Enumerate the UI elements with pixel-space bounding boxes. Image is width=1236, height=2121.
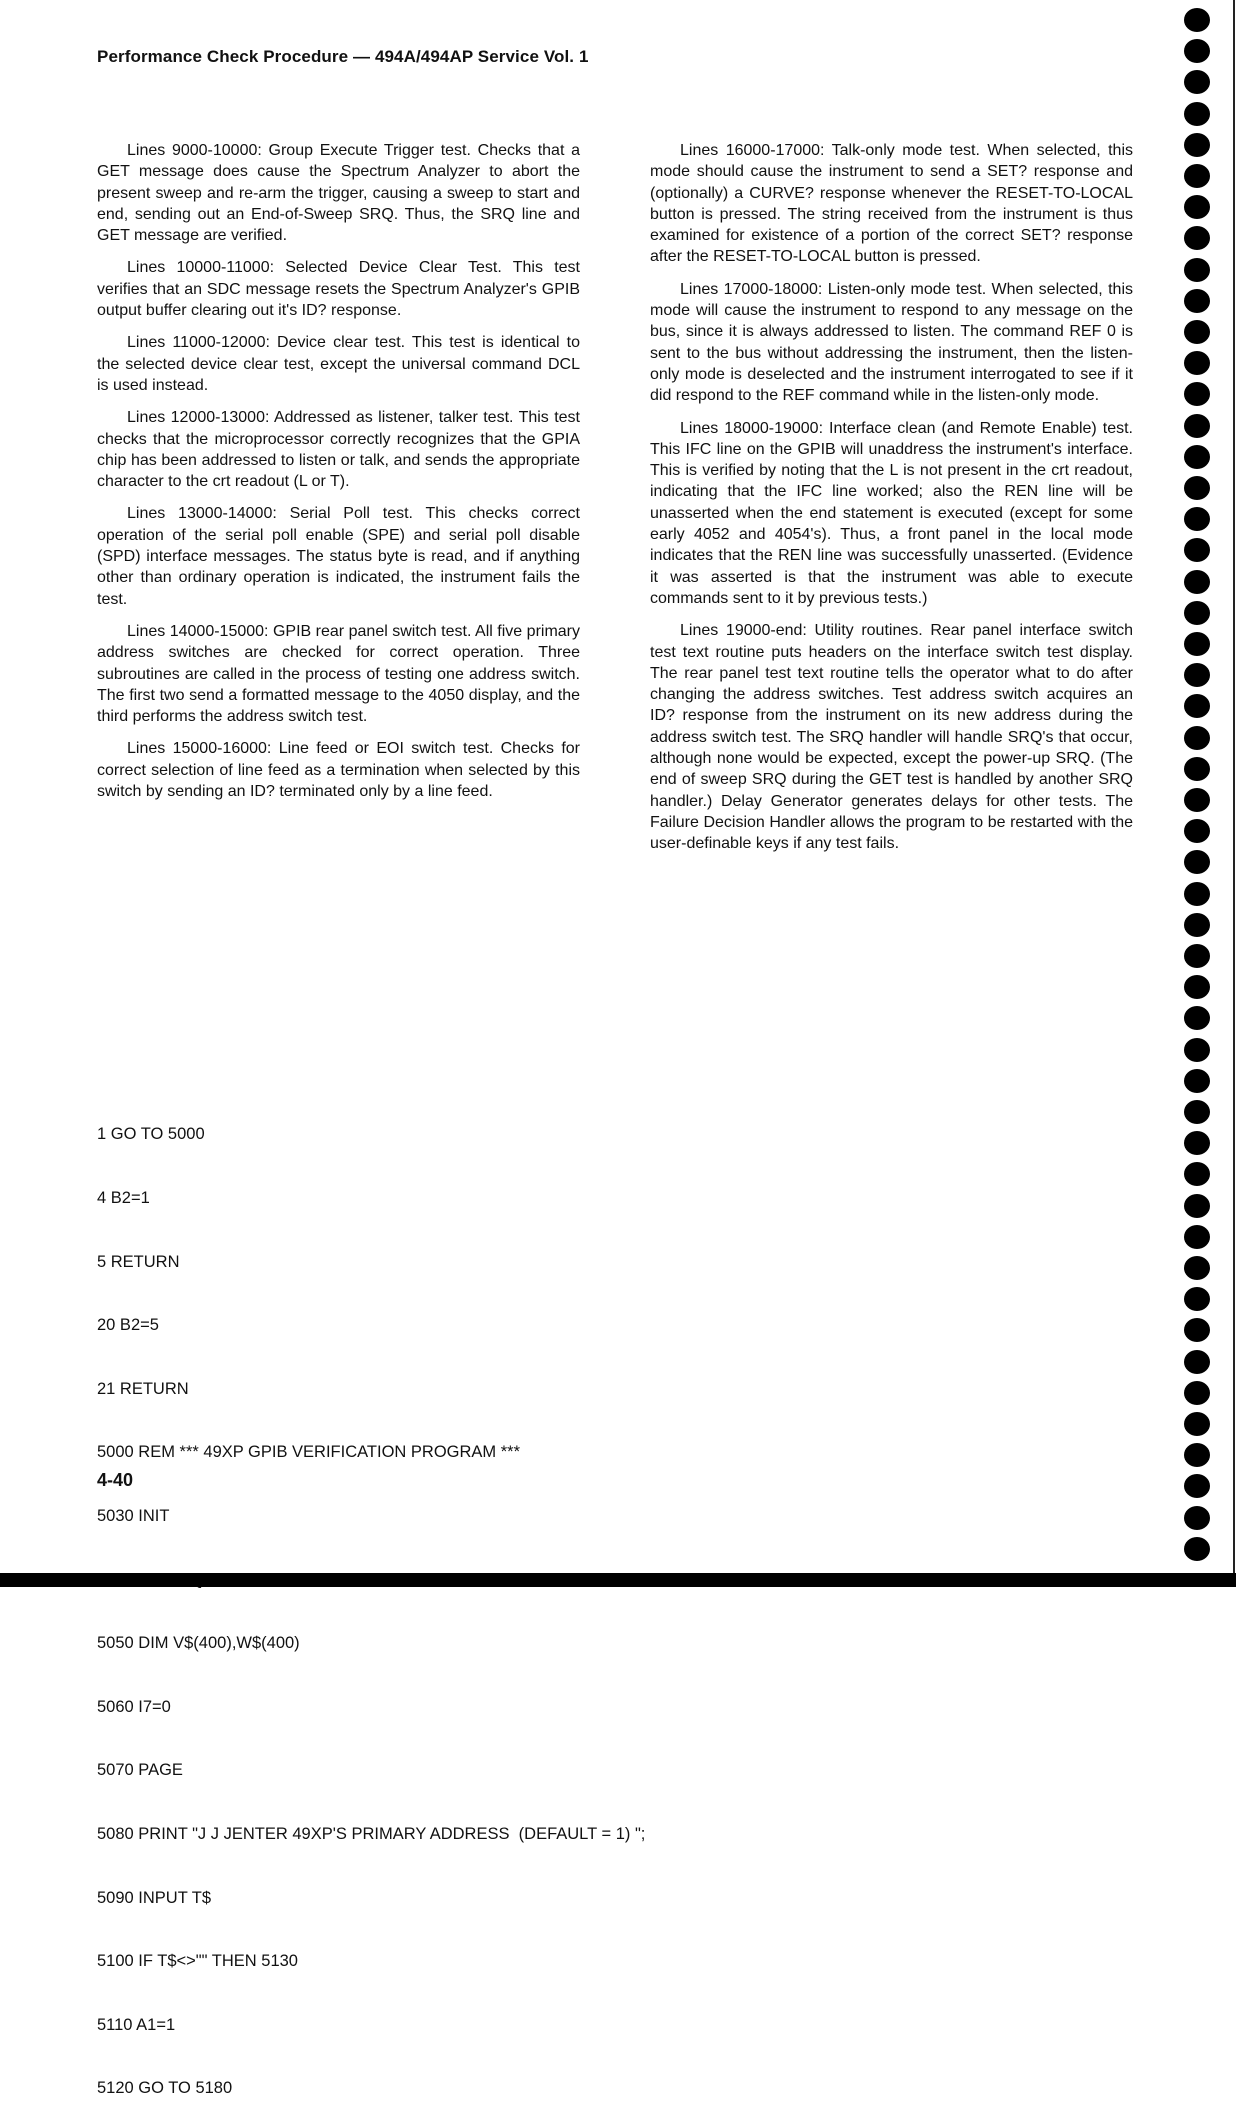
page-header: Performance Check Procedure — 494A/494AP Service Vol. 1 (97, 47, 589, 66)
paragraph: Lines 13000-14000: Serial Poll test. This checks correct operation of the serial poll enable (SPE) and serial poll disable (SPD) interface messages. The status byte is read, and if anything other than ordinary operation is indicated, the instrument fails the test. (97, 505, 580, 608)
binder-holes (1174, 0, 1222, 1587)
page-edge-line (1233, 0, 1235, 1573)
paragraph: Lines 14000-15000: GPIB rear panel switch test. All five primary address switches are checked for correct operation. Three subroutines are called in the process of testing one address switch. The first two send a formatted message to the 4050 display, and the third performs the address switch test. (97, 622, 580, 726)
paragraph: Lines 18000-19000: Interface clean (and Remote Enable) test. This IFC line on the GPIB will unaddress the instrument's interface. This is verified by noting that the L is not present in the crt readout, indicating that the IFC line worked; also the REN line will be unasserted when the end statement is executed (except for some early 4052 and 4054's). Thus, a front panel in the local mode indicates that the REN line was successfully unasserted. (Evidence it was asserted is that the instrument was able to execute commands sent to it by previous tests.) (650, 419, 1133, 607)
bottom-edge-bar (0, 1573, 1236, 1587)
binder-hole-icon (1184, 226, 1210, 250)
binder-hole-icon (1184, 1412, 1210, 1436)
code-line: 1 GO TO 5000 (97, 1125, 205, 1144)
binder-hole-icon (1184, 1381, 1210, 1405)
binder-hole-icon (1184, 1287, 1210, 1311)
binder-hole-icon (1184, 382, 1210, 406)
binder-hole-icon (1184, 1256, 1210, 1280)
paragraph: Lines 16000-17000: Talk-only mode test. When selected, this mode should cause the instrument to send a SET? response and (optionally) a CURVE? response whenever the RESET-TO-LOCAL button is pressed. The string received from the instrument is thus examined for existence of a portion of the correct SET? response after the RESET-TO-LOCAL button is pressed. (650, 142, 1133, 266)
binder-hole-icon (1184, 102, 1210, 126)
code-line: 5030 INIT (97, 1506, 170, 1525)
binder-hole-icon (1184, 133, 1210, 157)
binder-hole-icon (1184, 476, 1210, 500)
paragraph: Lines 10000-11000: Selected Device Clear Test. This test verifies that an SDC message resets the Spectrum Analyzer's GPIB output buffer clearing out it's ID? response. (97, 259, 580, 320)
binder-hole-icon (1184, 975, 1210, 999)
binder-hole-icon (1184, 1162, 1210, 1186)
paragraph: Lines 11000-12000: Device clear test. This test is identical to the selected device clear test, except the universal command DCL is used instead. (97, 334, 580, 394)
binder-hole-icon (1184, 694, 1210, 718)
code-line: 5000 REM *** 49XP GPIB VERIFICATION PROGRAM *** (97, 1443, 521, 1462)
binder-hole-icon (1184, 1194, 1210, 1218)
binder-hole-icon (1184, 1443, 1210, 1467)
page-number: 4-40 (97, 1470, 134, 1490)
binder-hole-icon (1184, 726, 1210, 750)
code-line: 5120 GO TO 5180 (97, 2079, 233, 2098)
binder-hole-icon (1184, 663, 1210, 687)
binder-hole-icon (1184, 164, 1210, 188)
binder-hole-icon (1184, 1537, 1210, 1561)
binder-hole-icon (1184, 850, 1210, 874)
binder-hole-icon (1184, 351, 1210, 375)
code-line: 5110 A1=1 (97, 2015, 176, 2034)
binder-hole-icon (1184, 538, 1210, 562)
binder-hole-icon (1184, 819, 1210, 843)
paragraph: Lines 15000-16000: Line feed or EOI switch test. Checks for correct selection of line feed as a termination when selected by this switch by sending an ID? terminated only by a line feed. (97, 740, 580, 801)
binder-hole-icon (1184, 195, 1210, 219)
binder-hole-icon (1184, 1318, 1210, 1342)
binder-hole-icon (1184, 1225, 1210, 1249)
binder-hole-icon (1184, 414, 1210, 438)
right-text-column (650, 140, 1133, 866)
binder-hole-icon (1184, 757, 1210, 781)
binder-hole-icon (1184, 570, 1210, 594)
binder-hole-icon (1184, 944, 1210, 968)
code-line: 20 B2=5 (97, 1316, 159, 1335)
paragraph: Lines 17000-18000: Listen-only mode test. When selected, this mode will cause the instrument to respond to any message on the bus, since it is always addressed to listen. The command REF 0 is sent to the bus without addressing the instrument, then the listen-only mode is deselected and the instrument interrogated to see if it did respond to the REF command while in the listen-only mode. (650, 280, 1133, 405)
code-line: 5100 IF T$<>"" THEN 5130 (97, 1952, 298, 1971)
binder-hole-icon (1184, 507, 1210, 531)
binder-hole-icon (1184, 1069, 1210, 1093)
binder-hole-icon (1184, 1100, 1210, 1124)
paragraph: Lines 12000-13000: Addressed as listener, talker test. This test checks that the microprocessor correctly recognizes that the GPIA chip has been addressed to listen or talk, and sends the appropriate character to the crt readout (L or T). (97, 409, 580, 491)
binder-hole-icon (1184, 70, 1210, 94)
paragraph: Lines 19000-end: Utility routines. Rear panel interface switch test text routine puts headers on the interface switch test display. The rear panel test text routine tells the operator what to do after changing the address switches. Test address switch acquires an ID? response from the instrument on its new address during the address switch test. The SRQ handler will handle SRQ's that occur, although none would be expected, except the power-up SRQ. (The end of sweep SRQ during the GET test is handled by another SRQ handler.) Delay Generator generates delays for other tests. The Failure Decision Handler allows the program to be restarted with the user-definable keys if any test fails. (650, 622, 1133, 853)
binder-hole-icon (1184, 913, 1210, 937)
code-line: 5080 PRINT "J J JENTER 49XP'S PRIMARY ADDRESS (DEFAULT = 1) "; (97, 1824, 646, 1843)
binder-hole-icon (1184, 1350, 1210, 1374)
code-line: 5070 PAGE (97, 1761, 183, 1780)
code-line: 5050 DIM V$(400),W$(400) (97, 1634, 300, 1653)
binder-hole-icon (1184, 632, 1210, 656)
program-listing (97, 1082, 645, 2121)
binder-hole-icon (1184, 601, 1210, 625)
binder-hole-icon (1184, 445, 1210, 469)
binder-hole-icon (1184, 882, 1210, 906)
code-line: 21 RETURN (97, 1379, 189, 1398)
paragraph: Lines 9000-10000: Group Execute Trigger test. Checks that a GET message does cause the Spectrum Analyzer to abort the present sweep and re-arm the trigger, causing a sweep to start and end, sending out an End-of-Sweep SRQ. Thus, the SRQ line and GET message are verified. (97, 142, 580, 245)
binder-hole-icon (1184, 1038, 1210, 1062)
code-line: 5 RETURN (97, 1252, 180, 1271)
binder-hole-icon (1184, 320, 1210, 344)
binder-hole-icon (1184, 8, 1210, 32)
binder-hole-icon (1184, 1131, 1210, 1155)
left-text-column (97, 140, 580, 813)
binder-hole-icon (1184, 1474, 1210, 1498)
binder-hole-icon (1184, 289, 1210, 313)
code-line: 5090 INPUT T$ (97, 1888, 212, 1907)
code-line: 4 B2=1 (97, 1189, 150, 1207)
code-line: 5060 I7=0 (97, 1697, 171, 1716)
binder-hole-icon (1184, 258, 1210, 282)
binder-hole-icon (1184, 1006, 1210, 1030)
binder-hole-icon (1184, 788, 1210, 812)
binder-hole-icon (1184, 39, 1210, 63)
binder-hole-icon (1184, 1506, 1210, 1530)
